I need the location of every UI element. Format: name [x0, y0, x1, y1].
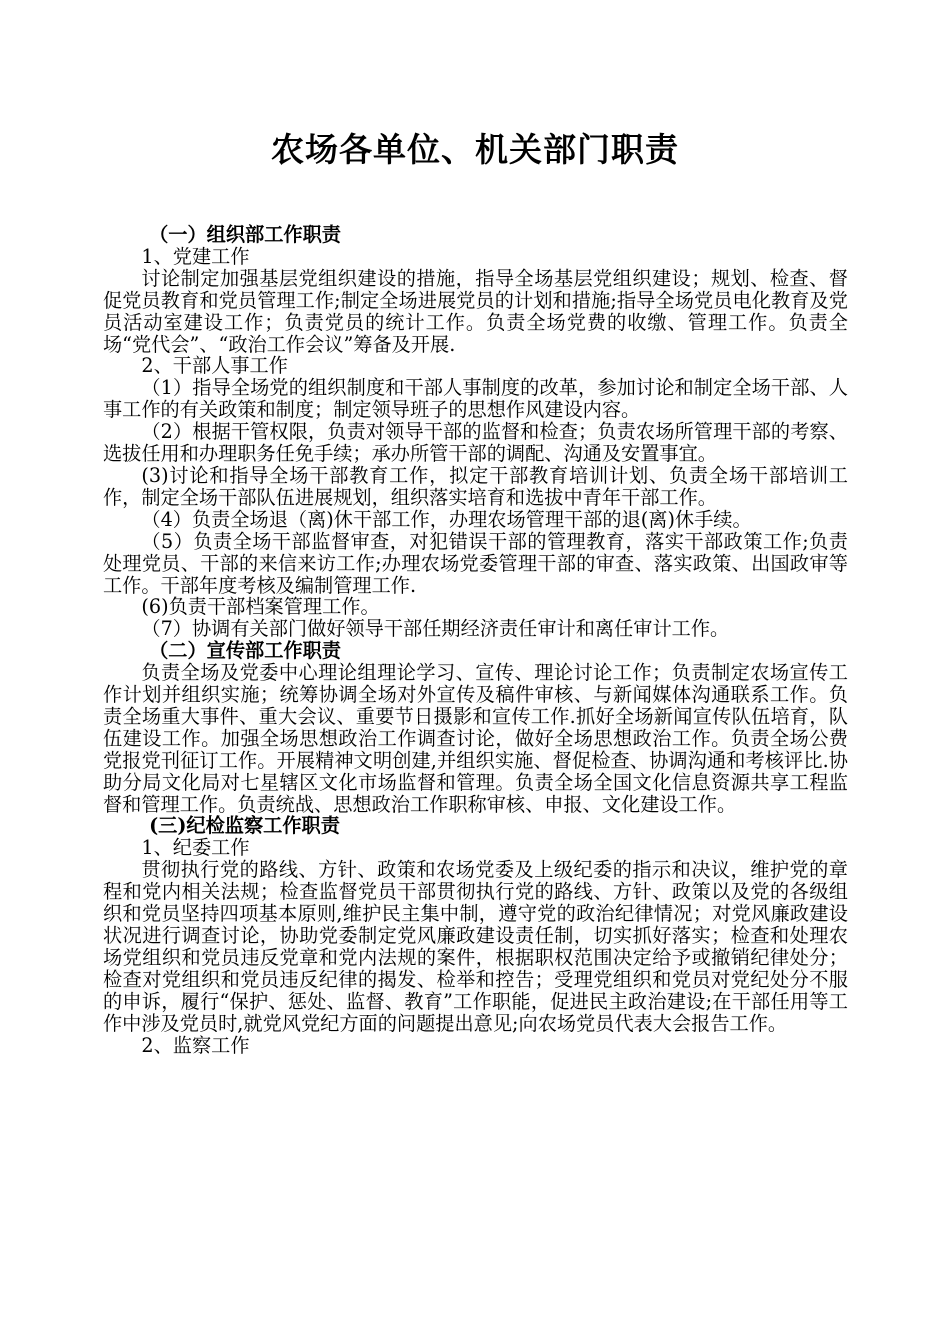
section-heading-publicity: （二）宣传部工作职责	[149, 639, 341, 663]
paragraph: 贯彻执行党的路线、方针、政策和农场党委及上级纪委的指示和决议，维护党的章程和党内相关法规；检查监督党员干部贯彻执行党的路线、方针、政策以及党的各级组织和党员坚持四项基本原则,维护民主集中制，遵守党的政治纪律情况；对党风廉政建设状况进行调查讨论，协助党委制定党风廉政建设责任制，切实抓好落实；检查和处理农场党组织和党员违反党章和党内法规的案件，根据职权范围决定给予或撤销纪律处分；检查对党组织和党员违反纪律的揭发、检举和控告；受理党组织和党员对党纪处分不服的申诉，履行“保护、惩处、监督、教育”工作职能，促进民主政治建设;在干部任用等工作中涉及党员时,就党风党纪方面的问题提出意见;向农场党员代表大会报告工作。	[103, 858, 848, 1035]
section-heading-discipline: (三)纪检监察工作职责	[149, 814, 340, 838]
paragraph: (6)负责干部档案管理工作。	[141, 595, 380, 619]
subsection-party-building: 1、党建工作	[141, 244, 250, 268]
paragraph: （1）指导全场党的组织制度和干部人事制度的改革，参加讨论和制定全场干部、人事工作的有关政策和制度；制定领导班子的思想作风建设内容。	[103, 376, 848, 422]
section-heading-organization: （一）组织部工作职责	[149, 223, 341, 246]
paragraph: 负责全场及党委中心理论组理论学习、宣传、理论讨论工作；负责制定农场宣传工作计划并组织实施；统筹协调全场对外宣传及稿件审核、与新闻媒体沟通联系工作。负责全场重大事件、重大会议、重要节日摄影和宣传工作.抓好全场新闻宣传队伍培育，队伍建设工作。加强全场思想政治工作调查讨论，做好全场思想政治工作。负责全场公费党报党刊征订工作。开展精神文明创建,并组织实施、督促检查、协调沟通和考核评比.协助分局文化局对七星辖区文化市场监督和管理。负责全场全国文化信息资源共享工程监督和管理工作。负责统战、思想政治工作职称审核、申报、文化建设工作。	[103, 661, 848, 816]
subsection-cadre-personnel: 2、干部人事工作	[141, 354, 288, 378]
paragraph: （7）协调有关部门做好领导干部任期经济责任审计和离任审计工作。	[141, 617, 730, 641]
paragraph: （4）负责全场退（离)休干部工作，办理农场管理干部的退(离)休手续。	[141, 507, 752, 531]
subsection-supervision: 2、监察工作	[141, 1033, 250, 1057]
paragraph: 讨论制定加强基层党组织建设的措施，指导全场基层党组织建设；规划、检查、督促党员教育和党员管理工作;制定全场进展党员的计划和措施;指导全场党员电化教育及党员活动室建设工作；负责党员的统计工作。负责全场党费的收缴、管理工作。负责全场“党代会”、“政治工作会议”筹备及开展.	[103, 266, 848, 356]
page-title: 农场各单位、机关部门职责	[271, 130, 679, 169]
paragraph: （2）根据干管权限，负责对领导干部的监督和检查；负责农场所管理干部的考察、选拔任用和办理职务任免手续；承办所管干部的调配、沟通及安置事宜。	[103, 420, 848, 466]
paragraph: （5）负责全场干部监督审查，对犯错误干部的管理教育，落实干部政策工作;负责处理党员、干部的来信来访工作;办理农场党委管理干部的审查、落实政策、出国政审等工作。干部年度考核及编制管理工作.	[103, 529, 848, 597]
document-body	[103, 224, 848, 1056]
subsection-discipline-committee: 1、纪委工作	[141, 836, 250, 860]
paragraph: (3)讨论和指导全场干部教育工作，拟定干部教育培训计划、负责全场干部培训工作，制定全场干部队伍进展规划，组织落实培育和选拔中青年干部工作。	[103, 463, 848, 509]
